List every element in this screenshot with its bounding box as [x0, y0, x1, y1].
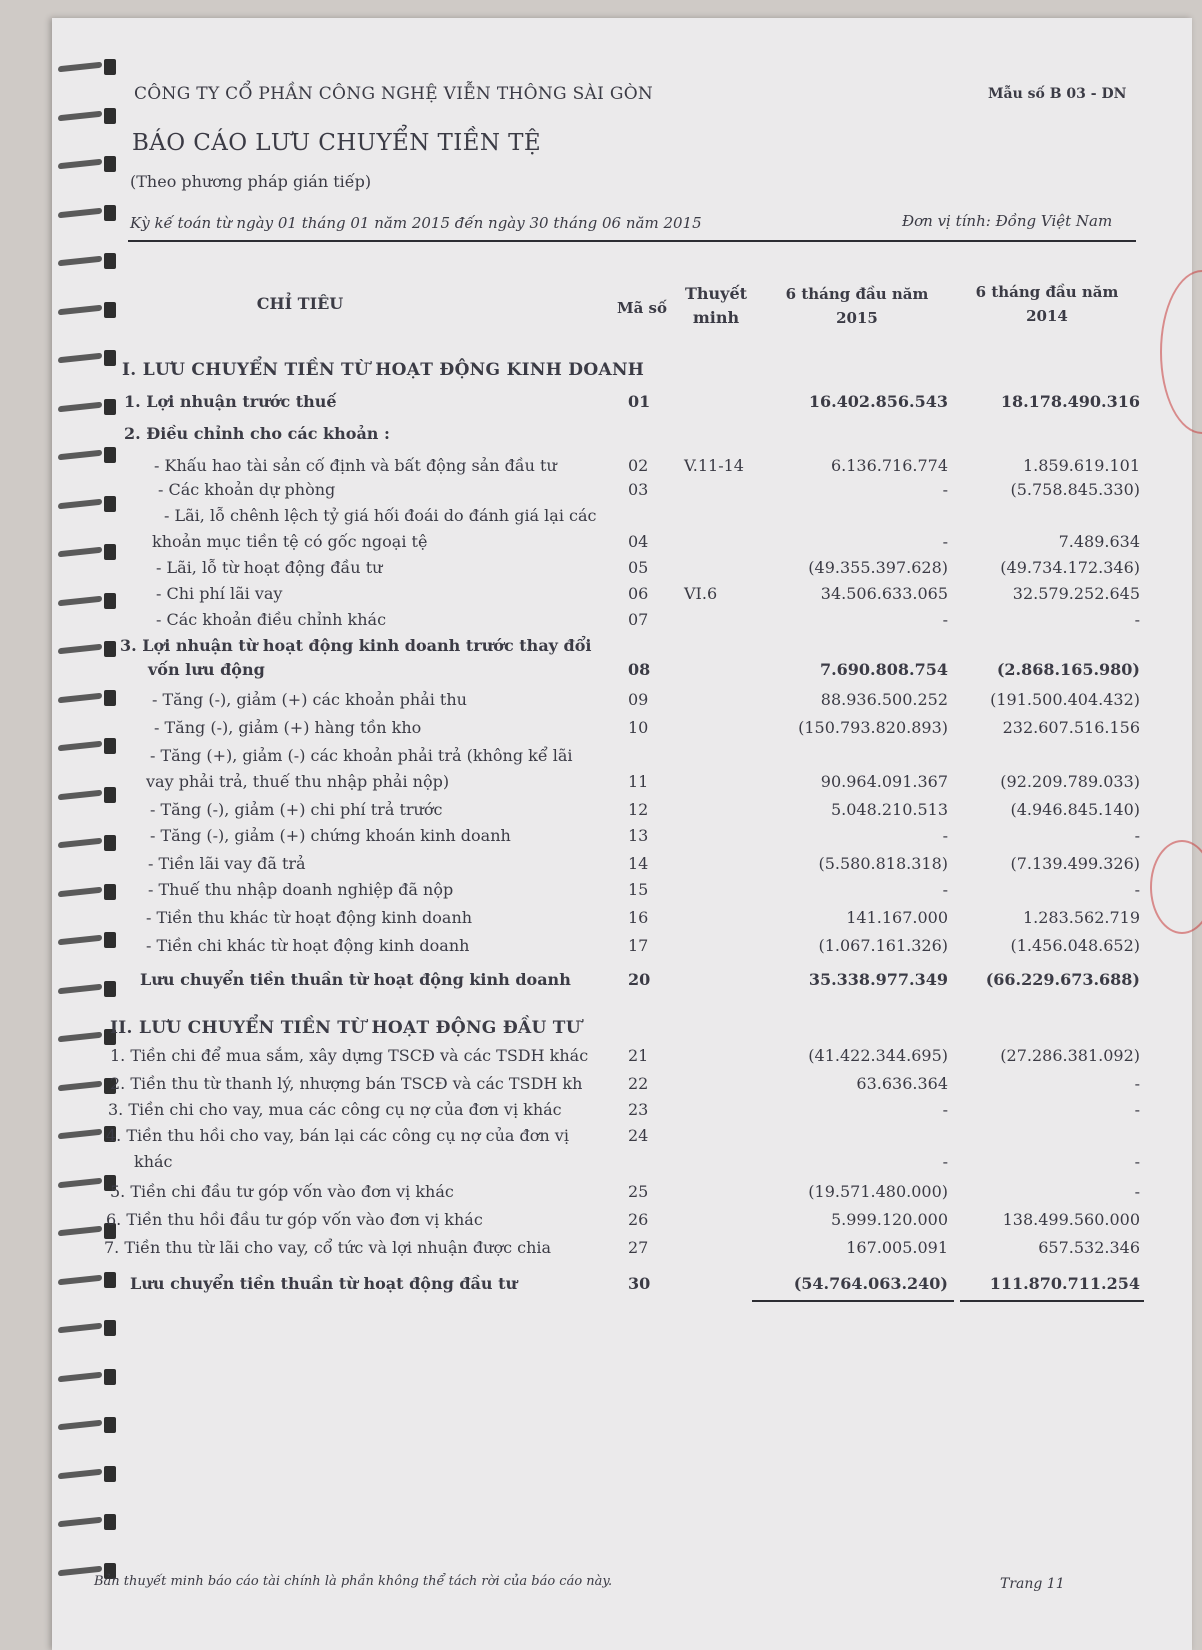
row-code: 23	[628, 1100, 649, 1119]
binding-wire	[58, 1468, 102, 1479]
row-value-2015: 167.005.091	[846, 1238, 948, 1257]
row-value-2014: -	[1134, 826, 1140, 845]
row-code: 10	[628, 718, 649, 737]
binding-ring	[58, 737, 122, 755]
row-label: 1. Tiền chi để mua sắm, xây dựng TSCĐ và các TSDH khác	[110, 1046, 589, 1065]
row-value-2015: 34.506.633.065	[820, 584, 948, 603]
binding-ring	[58, 640, 122, 658]
row-value-2015: (54.764.063.240)	[793, 1274, 948, 1293]
row-code: 13	[628, 826, 649, 845]
binding-wire	[58, 935, 102, 946]
binding-hole	[104, 253, 116, 269]
column-header-indicator: CHỈ TIÊU	[256, 294, 344, 313]
binding-hole	[104, 544, 116, 560]
row-code: 07	[628, 610, 649, 629]
binding-hole	[104, 690, 116, 706]
row-value-2014: -	[1134, 1100, 1140, 1119]
row-code: 26	[628, 1210, 649, 1229]
row-value-2015: 5.048.210.513	[830, 800, 948, 819]
column-header-2014: 6 tháng đầu năm 2014	[975, 283, 1119, 325]
row-label: - Tăng (-), giảm (+) hàng tồn kho	[154, 718, 422, 737]
row-value-2015: -	[942, 826, 948, 845]
row-value-2015: (41.422.344.695)	[808, 1046, 948, 1065]
total-underline-2014	[960, 1300, 1144, 1302]
row-value-2015: 90.964.091.367	[820, 772, 948, 791]
binding-ring	[58, 1368, 122, 1386]
footer-note: Bản thuyết minh báo cáo tài chính là phần không thể tách rời của báo cáo này.	[94, 1574, 613, 1589]
row-value-2014: -	[1134, 1074, 1140, 1093]
row-value-2014: 1.283.562.719	[1022, 908, 1140, 927]
row-value-2014: (4.946.845.140)	[1010, 800, 1140, 819]
row-value-2015: 35.338.977.349	[808, 970, 948, 989]
row-label: - Thuế thu nhập doanh nghiệp đã nộp	[148, 880, 454, 899]
row-value-2015: 16.402.856.543	[808, 392, 948, 411]
row-label: - Các khoản điều chỉnh khác	[156, 610, 387, 629]
row-label: - Tăng (+), giảm (-) các khoản phải trả (không kể lãi	[150, 746, 573, 765]
spiral-binding	[52, 58, 130, 1648]
row-code: 14	[628, 854, 649, 873]
row-label: 3. Lợi nhuận từ hoạt động kinh doanh trước thay đổi	[120, 636, 592, 655]
row-value-2014: 138.499.560.000	[1002, 1210, 1140, 1229]
binding-wire	[58, 62, 102, 73]
binding-wire	[58, 1080, 102, 1091]
row-value-2015: -	[942, 1100, 948, 1119]
row-label: Lưu chuyển tiền thuần từ hoạt động đầu tư	[130, 1274, 518, 1293]
row-value-2015: 88.936.500.252	[820, 690, 948, 709]
row-label: 2. Điều chỉnh cho các khoản :	[124, 424, 390, 443]
binding-ring	[58, 1513, 122, 1531]
row-label: - Các khoản dự phòng	[158, 480, 336, 499]
row-label: 1. Lợi nhuận trước thuế	[124, 392, 337, 411]
binding-wire	[58, 692, 102, 703]
binding-wire	[58, 450, 102, 461]
binding-ring	[58, 1319, 122, 1337]
row-code: 15	[628, 880, 649, 899]
binding-ring	[58, 931, 122, 949]
row-value-2015: -	[942, 480, 948, 499]
row-label: 7. Tiền thu từ lãi cho vay, cổ tức và lợi nhuận được chia	[104, 1238, 552, 1257]
row-value-2014: -	[1134, 610, 1140, 629]
row-value-2014: (92.209.789.033)	[1000, 772, 1140, 791]
binding-ring	[58, 495, 122, 513]
binding-ring	[58, 543, 122, 561]
binding-hole	[104, 981, 116, 997]
row-code: 25	[628, 1182, 649, 1201]
row-value-2014: -	[1134, 880, 1140, 899]
row-value-2014: -	[1134, 1182, 1140, 1201]
row-value-2015: 63.636.364	[856, 1074, 948, 1093]
row-value-2015: 141.167.000	[846, 908, 948, 927]
row-code: 22	[628, 1074, 649, 1093]
binding-wire	[58, 1420, 102, 1431]
binding-wire	[58, 1323, 102, 1334]
row-label: vốn lưu động	[148, 660, 265, 679]
binding-ring	[58, 689, 122, 707]
row-value-2015: -	[942, 532, 948, 551]
report-title: BÁO CÁO LƯU CHUYỂN TIỀN TỆ	[132, 130, 542, 156]
row-value-2014: (7.139.499.326)	[1010, 854, 1140, 873]
binding-wire	[58, 353, 102, 364]
form-number: Mẫu số B 03 - DN	[988, 86, 1127, 102]
row-value-2014: (49.734.172.346)	[1000, 558, 1140, 577]
row-label: 5. Tiền chi đầu tư góp vốn vào đơn vị khác	[110, 1182, 454, 1201]
row-code: 21	[628, 1046, 649, 1065]
binding-hole	[104, 593, 116, 609]
row-label: - Chi phí lãi vay	[156, 584, 283, 603]
row-value-2015: -	[942, 880, 948, 899]
binding-wire	[58, 547, 102, 558]
reporting-period: Kỳ kế toán từ ngày 01 tháng 01 năm 2015 đến ngày 30 tháng 06 năm 2015	[130, 214, 702, 232]
row-value-2014: -	[1134, 1152, 1140, 1171]
row-label: 3. Tiền chi cho vay, mua các công cụ nợ của đơn vị khác	[108, 1100, 562, 1119]
binding-wire	[58, 304, 102, 315]
row-value-2014: (2.868.165.980)	[996, 660, 1140, 679]
row-label: I. LƯU CHUYỂN TIỀN TỪ HOẠT ĐỘNG KINH DOANH	[122, 360, 645, 380]
binding-wire	[58, 1177, 102, 1188]
row-code: 27	[628, 1238, 649, 1257]
row-value-2014: (191.500.404.432)	[990, 690, 1140, 709]
row-label: - Tăng (-), giảm (+) chi phí trả trước	[150, 800, 443, 819]
binding-hole	[104, 302, 116, 318]
row-value-2014: 657.532.346	[1038, 1238, 1140, 1257]
binding-hole	[104, 59, 116, 75]
row-value-2015: (5.580.818.318)	[818, 854, 948, 873]
row-value-2014: (1.456.048.652)	[1010, 936, 1140, 955]
binding-hole	[104, 932, 116, 948]
binding-ring	[58, 1465, 122, 1483]
row-value-2015: (49.355.397.628)	[808, 558, 948, 577]
binding-wire	[58, 401, 102, 412]
row-value-2015: -	[942, 610, 948, 629]
page-number: Trang 11	[1000, 1576, 1065, 1592]
row-value-2014: 232.607.516.156	[1002, 718, 1140, 737]
binding-ring	[58, 883, 122, 901]
column-header-note: Thuyết minh	[684, 284, 748, 327]
binding-wire	[58, 1274, 102, 1285]
binding-ring	[58, 204, 122, 222]
row-label: - Lãi, lỗ chênh lệch tỷ giá hối đoái do đánh giá lại các	[164, 506, 597, 525]
binding-wire	[58, 595, 102, 606]
binding-wire	[58, 1226, 102, 1237]
row-value-2014: (5.758.845.330)	[1010, 480, 1140, 499]
binding-hole	[104, 1514, 116, 1530]
binding-hole	[104, 1320, 116, 1336]
binding-wire	[58, 1129, 102, 1140]
row-label: vay phải trả, thuế thu nhập phải nộp)	[146, 772, 450, 791]
row-code: 05	[628, 558, 649, 577]
binding-hole	[104, 156, 116, 172]
row-code: 12	[628, 800, 649, 819]
report-method: (Theo phương pháp gián tiếp)	[130, 172, 372, 191]
row-label: 4. Tiền thu hồi cho vay, bán lại các công cụ nợ của đơn vị	[106, 1126, 569, 1145]
row-note: V.11-14	[684, 456, 744, 475]
binding-wire	[58, 886, 102, 897]
column-header-code: Mã số	[617, 299, 667, 317]
row-code: 08	[628, 660, 651, 679]
binding-hole	[104, 641, 116, 657]
row-label: II. LƯU CHUYỂN TIỀN TỪ HOẠT ĐỘNG ĐẦU TƯ	[110, 1018, 581, 1038]
binding-ring	[58, 349, 122, 367]
row-label: - Tiền thu khác từ hoạt động kinh doanh	[146, 908, 473, 927]
row-code: 11	[628, 772, 649, 791]
row-label: Lưu chuyển tiền thuần từ hoạt động kinh doanh	[140, 970, 571, 989]
binding-wire	[58, 983, 102, 994]
row-code: 06	[628, 584, 649, 603]
binding-hole	[104, 1466, 116, 1482]
binding-hole	[104, 1272, 116, 1288]
binding-hole	[104, 496, 116, 512]
row-code: 24	[628, 1126, 649, 1145]
total-underline-2015	[752, 1300, 954, 1302]
row-label: - Tăng (-), giảm (+) chứng khoán kinh doanh	[150, 826, 511, 845]
binding-wire	[58, 838, 102, 849]
row-value-2015: 7.690.808.754	[819, 660, 948, 679]
binding-ring	[58, 301, 122, 319]
header-rule	[128, 240, 1136, 242]
binding-ring	[58, 58, 122, 76]
currency-unit: Đơn vị tính: Đồng Việt Nam	[902, 212, 1113, 230]
binding-ring	[58, 592, 122, 610]
binding-wire	[58, 1032, 102, 1043]
row-code: 17	[628, 936, 649, 955]
row-value-2015: 5.999.120.000	[830, 1210, 948, 1229]
row-value-2015: 6.136.716.774	[830, 456, 948, 475]
binding-wire	[58, 644, 102, 655]
binding-hole	[104, 399, 116, 415]
binding-wire	[58, 110, 102, 121]
binding-ring	[58, 446, 122, 464]
row-label: 6. Tiền thu hồi đầu tư góp vốn vào đơn vị khác	[106, 1210, 483, 1229]
binding-wire	[58, 741, 102, 752]
row-value-2014: (27.286.381.092)	[1000, 1046, 1140, 1065]
row-value-2014: 111.870.711.254	[989, 1274, 1140, 1293]
binding-wire	[58, 789, 102, 800]
binding-ring	[58, 155, 122, 173]
binding-ring	[58, 834, 122, 852]
binding-hole	[104, 1417, 116, 1433]
binding-ring	[58, 107, 122, 125]
binding-hole	[104, 1369, 116, 1385]
binding-wire	[58, 1371, 102, 1382]
binding-hole	[104, 738, 116, 754]
row-value-2015: (150.793.820.893)	[798, 718, 948, 737]
row-code: 09	[628, 690, 649, 709]
row-code: 30	[628, 1274, 651, 1293]
row-code: 20	[628, 970, 651, 989]
row-value-2015: -	[942, 1152, 948, 1171]
row-value-2014: (66.229.673.688)	[985, 970, 1140, 989]
binding-hole	[104, 205, 116, 221]
binding-ring	[58, 1416, 122, 1434]
row-code: 03	[628, 480, 649, 499]
binding-hole	[104, 884, 116, 900]
row-label: - Tăng (-), giảm (+) các khoản phải thu	[152, 690, 467, 709]
binding-hole	[104, 835, 116, 851]
row-value-2014: 32.579.252.645	[1012, 584, 1140, 603]
row-code: 02	[628, 456, 649, 475]
binding-wire	[58, 207, 102, 218]
binding-wire	[58, 498, 102, 509]
binding-ring	[58, 980, 122, 998]
binding-hole	[104, 108, 116, 124]
row-label: - Khấu hao tài sản cố định và bất động sản đầu tư	[154, 456, 557, 475]
binding-wire	[58, 1517, 102, 1528]
binding-ring	[58, 398, 122, 416]
binding-ring	[58, 1271, 122, 1289]
row-value-2014: 1.859.619.101	[1022, 456, 1140, 475]
row-note: VI.6	[684, 584, 718, 603]
row-value-2014: 18.178.490.316	[1000, 392, 1140, 411]
column-header-2015: 6 tháng đầu năm 2015	[785, 285, 929, 327]
binding-wire	[58, 256, 102, 267]
binding-hole	[104, 447, 116, 463]
binding-wire	[58, 159, 102, 170]
row-label: 2. Tiền thu từ thanh lý, nhượng bán TSCĐ và các TSDH kh	[110, 1074, 583, 1093]
row-code: 16	[628, 908, 649, 927]
row-label: khoản mục tiền tệ có gốc ngoại tệ	[152, 532, 428, 551]
binding-ring	[58, 786, 122, 804]
row-value-2015: (19.571.480.000)	[808, 1182, 948, 1201]
row-code: 04	[628, 532, 649, 551]
row-label: - Tiền lãi vay đã trả	[148, 854, 306, 873]
row-label: khác	[134, 1152, 173, 1171]
row-label: - Lãi, lỗ từ hoạt động đầu tư	[156, 558, 383, 577]
binding-hole	[104, 787, 116, 803]
row-label: - Tiền chi khác từ hoạt động kinh doanh	[146, 936, 470, 955]
binding-ring	[58, 252, 122, 270]
row-value-2014: 7.489.634	[1058, 532, 1140, 551]
binding-hole	[104, 350, 116, 366]
row-code: 01	[628, 392, 651, 411]
company-name: CÔNG TY CỔ PHẦN CÔNG NGHỆ VIỄN THÔNG SÀI GÒN	[134, 84, 654, 104]
row-value-2015: (1.067.161.326)	[818, 936, 948, 955]
